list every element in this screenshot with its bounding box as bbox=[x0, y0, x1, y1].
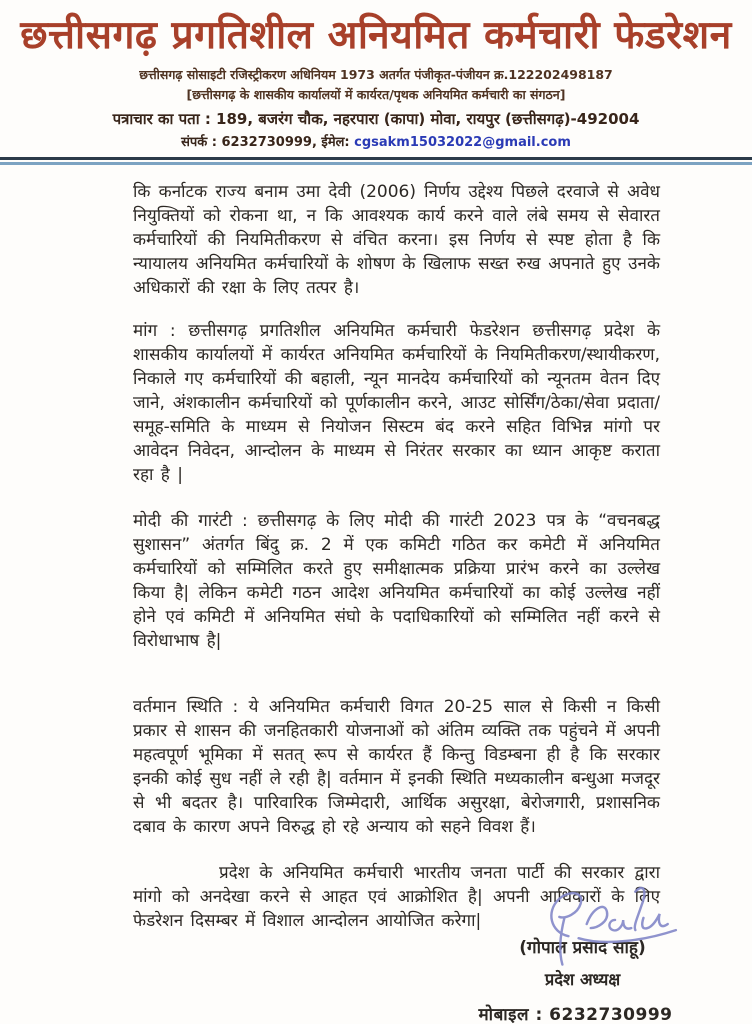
email-text: cgsakm15032022@gmail.com bbox=[354, 134, 571, 150]
body-paragraph-demands: मांग : छत्तीसगढ़ प्रगतिशील अनियमित कर्मचारी फेडरेशन छत्तीसगढ़ प्रदेश के शासकीय कार्यालयों में कार्यरत अनियमित कर्मचारियों के नियमितीकरण/स्थायीकरण, निकाले गए कर्मचारियों की बहाली, न्यून मानदेय कर्मचारियों को न्यूनतम वेतन दिए जाने, अंशकालीन कर्मचारियों को पूर्णकालीन करने, आउट सोर्सिंग/ठेका/सेवा प्रदाता/समूह-समिति के माध्यम से नियोजन सिस्टम बंद करने सहित विभिन्न मांगो पर आवेदन निवेदन, आन्दोलन के माध्यम से निरंतर सरकार का ध्यान आकृष्ट कराता रहा है | bbox=[133, 320, 660, 485]
contact-line bbox=[0, 132, 752, 150]
signer-name: (गोपाल प्रसाद साहू) bbox=[519, 937, 646, 958]
letter-body bbox=[0, 165, 752, 933]
body-paragraph-closing: प्रदेश के अनियमित कर्मचारी भारतीय जनता पार्टी की सरकार द्वारा मांगो को अनदेखा करने से आहत एवं आक्रोशित है| अपनी आधिकारों के लिए फेडरेशन दिसम्बर में विशाल आन्दोलन आयोजित करेगा| bbox=[133, 862, 660, 931]
registration-line: छत्तीसगढ़ सोसाइटी रजिस्ट्रीकरण अधिनियम 1973 अतर्गत पंजीकृत-पंजीयन क्र.122202498187 bbox=[139, 66, 613, 82]
letterhead bbox=[0, 0, 752, 150]
contact-phone-label: संपर्क : 6232730999, ईमेल: bbox=[181, 134, 355, 150]
signer-role: प्रदेश अध्यक्ष bbox=[544, 969, 621, 989]
body-paragraph-uma-devi: कि कर्नाटक राज्य बनाम उमा देवी (2006) निर्णय उद्देश्य पिछले दरवाजे से अवेध नियुक्तियों को रोकना था, न कि आवश्यक कार्य करने वाले लंबे समय से सेवारत कर्मचारियों की नियमितीकरण से वंचित करना। इस निर्णय से स्पष्ट होता है कि न्यायालय अनियमित कर्मचारियों के शोषण के खिलाफ सख्त रुख अपनाते हुए उनके अधिकारों की रक्षा के लिए तत्पर है। bbox=[133, 181, 660, 298]
organization-subtitle: [छत्तीसगढ़ के शासकीय कार्यालयों में कार्यरत/पृथक अनियमित कर्मचारी का संगठन] bbox=[186, 86, 566, 102]
body-paragraph-modi-guarantee: मोदी की गारंटी : छत्तीसगढ़ के लिए मोदी की गारंटी 2023 पत्र के “वचनबद्ध सुशासन” अंतर्गत बिंदु क्र. 2 में एक कमिटी गठित कर कमेटी में अनियमित कर्मचारियों को सम्मिलित करते हुए समीक्षात्मक प्रक्रिया प्रारंभ करने का उल्लेख किया है| लेकिन कमेटी गठन आदेश अनियमित कर्मचारियों का कोई उल्लेख नहीं होने एवं कमिटी में अनियमित संघो के पदाधिकारियों को सम्मिलित नहीं करने से विरोधाभाष है| bbox=[133, 510, 660, 651]
body-paragraph-current-situation: वर्तमान स्थिति : ये अनियमित कर्मचारी विगत 20-25 साल से किसी न किसी प्रकार से शासन की जनहितकारी योजनाओं को अंतिम व्यक्ति तक पहुंचने में अपनी महत्वपूर्ण भूमिका में सतत् रूप से कार्यरत हैं किन्तु विडम्बना ही है कि सरकार इनकी कोई सुध नहीं ले रही है| वर्तमान में इनकी स्थिति मध्यकालीन बन्धुआ मजदूर से भी बदतर है। पारिवारिक जिम्मेदारी, आर्थिक असुरक्षा, बेरोजगारी, प्रशासनिक दबाव के कारण अपने विरुद्ध हो रहे अन्याय को सहने विवश हैं। bbox=[133, 696, 660, 837]
address-line: पत्राचार का पता : 189, बजरंग चौक, नहरपारा (कापा) मोवा, रायपुर (छत्तीसगढ़)-492004 bbox=[112, 109, 640, 128]
signature-block bbox=[465, 935, 700, 1024]
header-divider bbox=[0, 157, 752, 165]
organization-title: छत्तीसगढ़ प्रगतिशील अनियमित कर्मचारी फेडरेशन bbox=[20, 13, 732, 58]
signer-mobile: मोबाइल : 6232730999 bbox=[478, 1004, 673, 1024]
